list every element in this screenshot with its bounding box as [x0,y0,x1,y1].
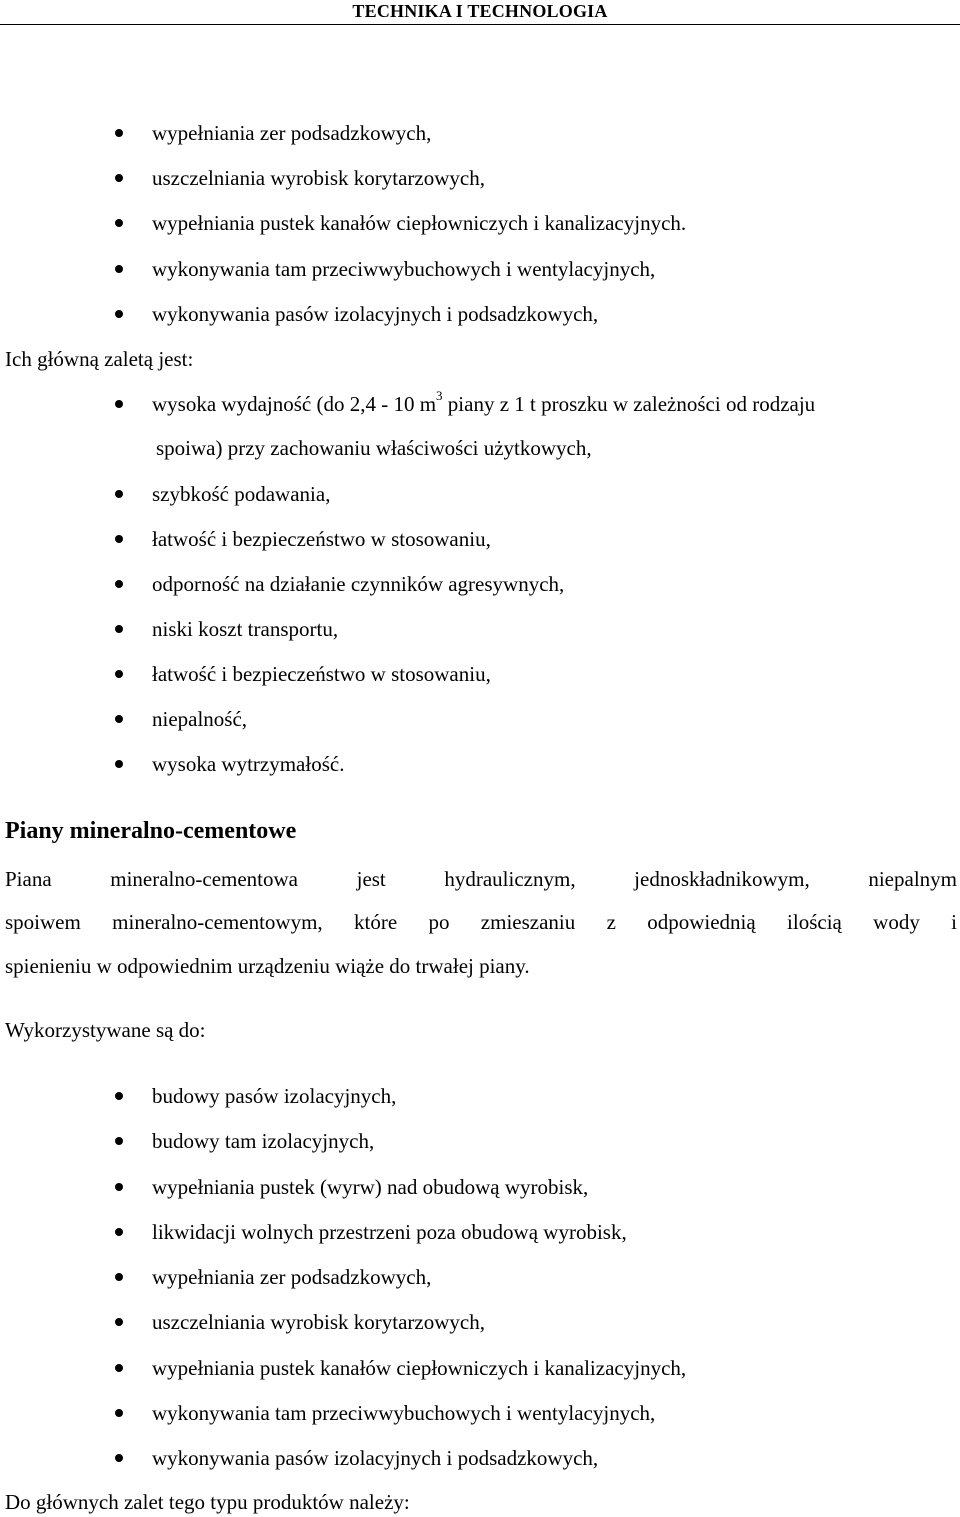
paragraph-line: spienieniu w odpowiednim urządzeniu wiąże do trwałej piany. [5,954,530,978]
bullet-icon [115,1183,123,1191]
superscript: 3 [436,388,443,403]
bullet-icon [115,400,123,408]
bullet-icon [115,580,123,588]
bullet-icon [115,1137,123,1145]
bullet-icon [115,219,123,227]
bullet-icon [115,760,123,768]
bullet-icon [115,625,123,633]
bullet-icon [115,535,123,543]
bullet-icon [115,265,123,273]
bullet-icon [115,715,123,723]
bullet-icon [115,1409,123,1417]
bullet-icon [115,1364,123,1372]
advantage-first-continuation: spoiwa) przy zachowaniu właściwości użytkowych, [156,436,592,460]
bullet-icon [115,1454,123,1462]
section-heading: Piany mineralno-cementowe [5,818,297,844]
bullet-icon [115,670,123,678]
uses-intro: Wykorzystywane są do: [5,1018,206,1042]
advantage-first-line: wysoka wydajność (do 2,4 - 10 $m^3$ piany z 1 t proszku w zależności od rodzaju [152,388,816,416]
bullet-icon [115,310,123,318]
bullet-icon [115,1228,123,1236]
paragraph-line: spoiwem mineralno-cementowym, które po zmieszaniu z odpowiednią ilością wody i [5,910,957,934]
paragraph-line: Piana mineralno-cementowa jest hydraulicznym, jednoskładnikowym, niepalnym [5,867,957,891]
page-header [0,0,960,25]
closing-line: Do głównych zalet tego typu produktów należy: [5,1490,410,1514]
bullet-icon [115,490,123,498]
bullet-icon [115,1273,123,1281]
bullet-icon [115,1318,123,1326]
header-title: TECHNIKA I TECHNOLOGIA [352,1,608,21]
advantages-intro: Ich główną zaletą jest: [5,347,194,371]
bullet-icon [115,1092,123,1100]
bullet-icon [115,174,123,182]
bullet-icon [115,129,123,137]
